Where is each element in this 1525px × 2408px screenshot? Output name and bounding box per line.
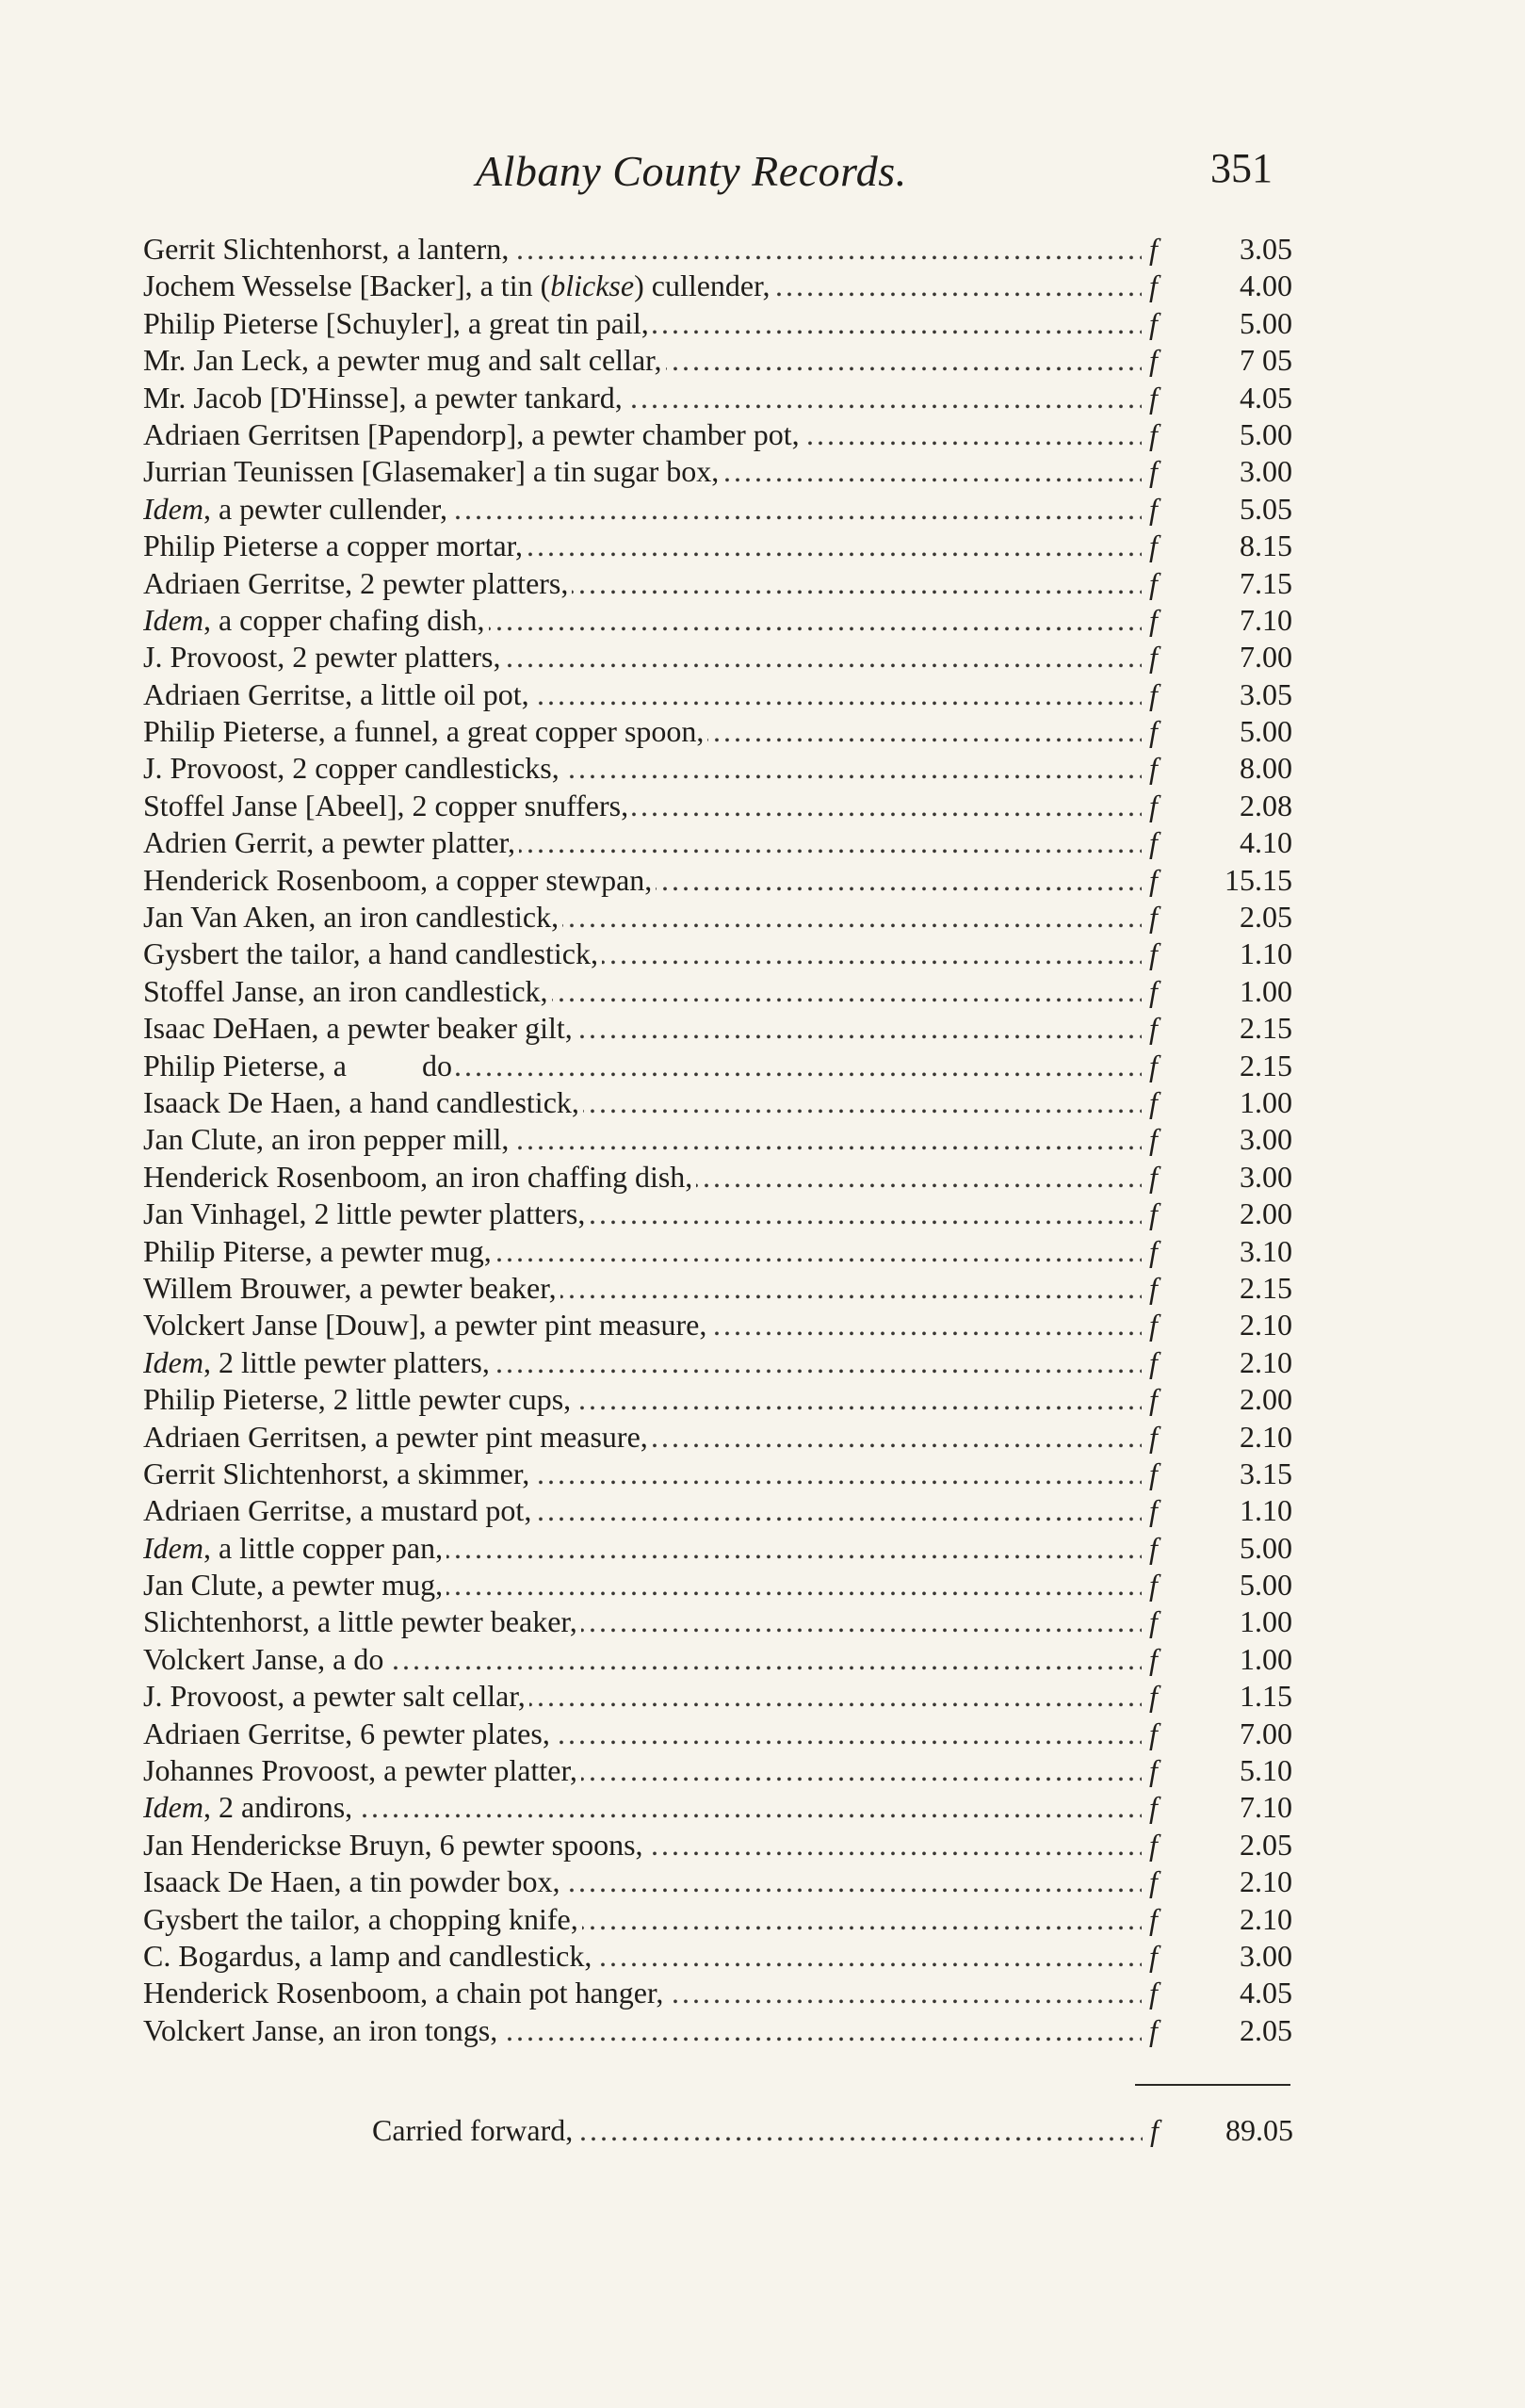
- ledger-entry: [143, 1270, 1292, 1307]
- entry-description: Willem Brouwer, a pewter beaker,: [143, 1271, 560, 1305]
- entry-currency: f: [1149, 380, 1158, 415]
- entry-description-cell: [143, 713, 1142, 750]
- ledger-entry: [143, 639, 1292, 675]
- entry-amount: 7.15: [1240, 565, 1292, 600]
- ledger-entry: [143, 1752, 1292, 1789]
- entry-description-cell: [143, 1084, 1142, 1121]
- ledger-entry: [143, 862, 1292, 899]
- entry-currency: f: [1149, 1344, 1158, 1379]
- entry-description-cell: [143, 639, 1142, 675]
- entry-currency: f: [1149, 640, 1158, 675]
- entry-currency: f: [1149, 416, 1158, 451]
- entry-currency: f: [1149, 1084, 1158, 1119]
- entry-amount: 4.00: [1240, 268, 1292, 303]
- entry-amount: 2.05: [1240, 900, 1292, 935]
- entry-currency: f: [1149, 1270, 1158, 1305]
- entry-description: Jurrian Teunissen [Glasemaker] a tin sugar box,: [143, 454, 722, 488]
- entry-description: Stoffel Janse [Abeel], 2 copper snuffers,: [143, 789, 632, 822]
- entry-amount: 3.10: [1240, 1233, 1292, 1268]
- ledger-entry: [143, 491, 1292, 528]
- entry-currency: f: [1149, 1011, 1158, 1046]
- entry-description: Adriaen Gerritsen [Papendorp], a pewter chamber pot,: [143, 417, 803, 451]
- entry-description-cell: [143, 1456, 1142, 1492]
- entry-amount: 2.10: [1240, 1864, 1292, 1899]
- entry-description: Henderick Rosenboom, an iron chaffing dish,: [143, 1160, 696, 1194]
- entry-description-cell: [143, 899, 1142, 936]
- entry-amount: 1.10: [1240, 936, 1292, 971]
- entry-description: Gerrit Slichtenhorst, a lantern,: [143, 232, 512, 266]
- entry-amount: 3.15: [1240, 1456, 1292, 1490]
- entry-description-cell: [143, 380, 1142, 416]
- entry-description: Henderick Rosenboom, a chain pot hanger,: [143, 1976, 667, 2009]
- entry-currency: f: [1149, 1716, 1158, 1750]
- ledger-entry: [143, 1827, 1292, 1863]
- entry-amount: 2.10: [1240, 1308, 1292, 1342]
- total-label: Carried forward,: [372, 2113, 576, 2147]
- entry-currency: f: [1149, 602, 1158, 637]
- entry-currency: f: [1149, 529, 1158, 563]
- ledger-entry: [143, 973, 1292, 1010]
- sum-rule: [1135, 2084, 1290, 2086]
- entry-description-cell: [143, 1344, 1142, 1381]
- entry-currency: f: [1149, 1382, 1158, 1417]
- entry-currency: f: [1149, 343, 1158, 378]
- ledger-entry: [143, 342, 1292, 379]
- entry-description: Adriaen Gerritse, a little oil pot,: [143, 677, 533, 711]
- entry-description-cell: [143, 1121, 1142, 1158]
- ledger-entry: [143, 1381, 1292, 1418]
- entry-currency: f: [1149, 1493, 1158, 1528]
- ledger-entry: [143, 1567, 1292, 1603]
- entry-amount: 2.15: [1240, 1048, 1292, 1082]
- entry-currency: f: [1149, 788, 1158, 822]
- entry-currency: f: [1149, 1233, 1158, 1268]
- entry-currency: f: [1149, 1679, 1158, 1714]
- entry-description-cell: [143, 1159, 1142, 1196]
- entry-currency: f: [1149, 2012, 1158, 2047]
- entry-description: Philip Piterse, a pewter mug,: [143, 1234, 495, 1268]
- entry-amount: 2.10: [1240, 1344, 1292, 1379]
- entry-amount: 7.10: [1240, 602, 1292, 637]
- entry-description-cell: [143, 1307, 1142, 1343]
- entry-currency: f: [1149, 1976, 1158, 2010]
- entry-description: Adriaen Gerritse, a mustard pot,: [143, 1493, 535, 1527]
- entry-description-cell: [143, 305, 1142, 342]
- entry-description-cell: [143, 1603, 1142, 1640]
- entry-description: Jan Vinhagel, 2 little pewter platters,: [143, 1196, 589, 1230]
- ledger-entry: [143, 380, 1292, 416]
- entry-currency: f: [1149, 305, 1158, 340]
- entry-amount: 3.00: [1240, 1122, 1292, 1157]
- entry-currency: f: [1149, 714, 1158, 749]
- entry-amount: 1.00: [1240, 1084, 1292, 1119]
- entry-currency: f: [1149, 1864, 1158, 1899]
- entry-description: Jan Henderickse Bruyn, 6 pewter spoons,: [143, 1828, 647, 1862]
- ledger-entry: [143, 899, 1292, 936]
- ledger-entry: [143, 416, 1292, 453]
- ledger-entry: [143, 528, 1292, 564]
- entry-amount: 4.05: [1240, 380, 1292, 415]
- ledger-entry: [143, 1678, 1292, 1715]
- entry-description-cell: [143, 1196, 1142, 1232]
- ledger-entry: [143, 1121, 1292, 1158]
- ledger-entry: [143, 750, 1292, 787]
- entry-description-cell: [143, 1381, 1142, 1418]
- entry-currency: f: [1149, 491, 1158, 526]
- entry-amount: 1.00: [1240, 973, 1292, 1008]
- ledger-entry: [143, 1492, 1292, 1529]
- entry-description: Philip Pieterse a copper mortar,: [143, 529, 527, 562]
- entry-description-cell: [143, 1716, 1142, 1752]
- ledger-entry: [143, 1975, 1292, 2011]
- entry-currency: f: [1149, 1790, 1158, 1825]
- entry-currency: f: [1149, 825, 1158, 860]
- entry-description: Henderick Rosenboom, a copper stewpan,: [143, 863, 656, 897]
- entry-amount: 1.10: [1240, 1493, 1292, 1528]
- entry-description: Gysbert the tailor, a hand candlestick,: [143, 936, 602, 970]
- ledger-entry: [143, 1048, 1292, 1084]
- entry-description-cell: [143, 453, 1142, 490]
- ledger-entry: [143, 1419, 1292, 1456]
- ledger-entry: [143, 1084, 1292, 1121]
- entry-description-cell: [143, 1938, 1142, 1975]
- entry-description: Isaack De Haen, a tin powder box,: [143, 1864, 564, 1898]
- ledger-entry: [143, 1603, 1292, 1640]
- ledger-entry: [143, 1159, 1292, 1196]
- entry-currency: f: [1149, 1641, 1158, 1676]
- ledger-entry: [143, 1863, 1292, 1900]
- entry-currency: f: [1149, 1419, 1158, 1454]
- page-header: [0, 137, 1525, 203]
- entry-description: Gerrit Slichtenhorst, a skimmer,: [143, 1456, 533, 1490]
- entry-currency: f: [1149, 1048, 1158, 1082]
- entry-amount: 1.15: [1240, 1679, 1292, 1714]
- entry-amount: 2.15: [1240, 1011, 1292, 1046]
- entry-description: Idem, a pewter cullender,: [143, 492, 451, 526]
- entry-amount: 5.00: [1240, 714, 1292, 749]
- entry-amount: 7.10: [1240, 1790, 1292, 1825]
- entry-currency: f: [1149, 1122, 1158, 1157]
- entry-description: Jan Clute, a pewter mug,: [143, 1568, 446, 1602]
- entry-description-cell: [143, 1901, 1142, 1938]
- entry-description: Adriaen Gerritse, 2 pewter platters,: [143, 566, 572, 600]
- ledger-entries: [143, 231, 1292, 2049]
- ledger-entry: [143, 1344, 1292, 1381]
- ledger-entry: [143, 1938, 1292, 1975]
- entry-description-cell: [143, 1789, 1142, 1826]
- entry-description-cell: [143, 1752, 1142, 1789]
- ledger-entry: [143, 1789, 1292, 1826]
- entry-amount: 2.00: [1240, 1382, 1292, 1417]
- entry-currency: f: [1149, 900, 1158, 935]
- ledger-entry: [143, 305, 1292, 342]
- ledger-entry: [143, 1716, 1292, 1752]
- entry-description: J. Provoost, a pewter salt cellar,: [143, 1679, 529, 1713]
- entry-description-cell: [143, 491, 1142, 528]
- entry-description: Stoffel Janse, an iron candlestick,: [143, 974, 552, 1008]
- ledger-entry: [143, 936, 1292, 972]
- entry-description: Johannes Provoost, a pewter platter,: [143, 1753, 581, 1787]
- entry-currency: f: [1149, 1901, 1158, 1936]
- entry-description-cell: [143, 1975, 1142, 2011]
- entry-description: Mr. Jacob [D'Hinsse], a pewter tankard,: [143, 381, 626, 415]
- entry-description-cell: [143, 268, 1142, 304]
- entry-description: Philip Pieterse, a funnel, a great copper spoon,: [143, 714, 707, 748]
- ledger-entry: [143, 788, 1292, 824]
- entry-description-cell: [143, 602, 1142, 639]
- entry-currency: f: [1149, 1753, 1158, 1788]
- entry-description-cell: [143, 1270, 1142, 1307]
- entry-currency: f: [1149, 862, 1158, 897]
- entry-amount: 5.00: [1240, 1568, 1292, 1603]
- entry-description-cell: [143, 1641, 1142, 1678]
- ledger-entry: [143, 231, 1292, 268]
- entry-description: Idem, a little copper pan,: [143, 1531, 446, 1565]
- entry-currency: f: [1149, 936, 1158, 971]
- entry-currency: f: [1149, 232, 1158, 266]
- entry-description-cell: [143, 231, 1142, 268]
- entry-description: Idem, 2 little pewter platters,: [143, 1345, 494, 1379]
- entry-currency: f: [1149, 565, 1158, 600]
- ledger-entry: [143, 1196, 1292, 1232]
- entry-description: Isaack De Haen, a hand candlestick,: [143, 1085, 583, 1119]
- entry-amount: 8.00: [1240, 751, 1292, 786]
- entry-currency: f: [1149, 1456, 1158, 1490]
- entry-description: Volckert Janse, an iron tongs,: [143, 2013, 501, 2047]
- ledger-entry: [143, 602, 1292, 639]
- entry-description: Philip Pieterse [Schuyler], a great tin pail,: [143, 306, 653, 340]
- entry-description: Isaac DeHaen, a pewter beaker gilt,: [143, 1011, 576, 1045]
- entry-currency: f: [1149, 1308, 1158, 1342]
- entry-description-cell: [143, 862, 1142, 899]
- ledger-entry: [143, 1307, 1292, 1343]
- page-number: 351: [1210, 145, 1273, 191]
- entry-amount: 7 05: [1240, 343, 1292, 378]
- entry-amount: 3.00: [1240, 1938, 1292, 1973]
- entry-description-cell: [143, 936, 1142, 972]
- entry-amount: 5.00: [1240, 1530, 1292, 1565]
- total-label-cell: [372, 2110, 1143, 2150]
- entry-description-cell: [143, 2012, 1142, 2049]
- entry-description-cell: [143, 824, 1142, 861]
- ledger-entry: [143, 2012, 1292, 2049]
- entry-amount: 2.08: [1240, 788, 1292, 822]
- ledger-entry: [143, 1641, 1292, 1678]
- entry-description: J. Provoost, 2 pewter platters,: [143, 640, 505, 674]
- ledger-entry: [143, 1010, 1292, 1047]
- entry-description-cell: [143, 1567, 1142, 1603]
- ledger-entry: [143, 1456, 1292, 1492]
- entry-description-cell: [143, 565, 1142, 602]
- entry-description: C. Bogardus, a lamp and candlestick,: [143, 1939, 595, 1973]
- entry-amount: 7.00: [1240, 640, 1292, 675]
- entry-amount: 3.00: [1240, 454, 1292, 489]
- ledger-entry: [143, 713, 1292, 750]
- entry-currency: f: [1149, 676, 1158, 711]
- entry-description-cell: [143, 342, 1142, 379]
- entry-currency: f: [1149, 1938, 1158, 1973]
- entry-description-cell: [143, 1863, 1142, 1900]
- entry-description-cell: [143, 750, 1142, 787]
- entry-description: Adrien Gerrit, a pewter platter,: [143, 825, 519, 859]
- entry-amount: 8.15: [1240, 529, 1292, 563]
- entry-description: Adriaen Gerritse, 6 pewter plates,: [143, 1717, 554, 1750]
- entry-description: Idem, a copper chafing dish,: [143, 603, 489, 637]
- entry-description: Philip Pieterse, 2 little pewter cups,: [143, 1382, 575, 1416]
- entry-description-cell: [143, 528, 1142, 564]
- entry-description: Jan Van Aken, an iron candlestick,: [143, 900, 562, 934]
- entry-description-cell: [143, 788, 1142, 824]
- ledger-entry: [143, 676, 1292, 713]
- entry-description-cell: [143, 676, 1142, 713]
- entry-currency: f: [1149, 973, 1158, 1008]
- entry-description: Volckert Janse [Douw], a pewter pint measure,: [143, 1308, 710, 1342]
- entry-currency: f: [1149, 454, 1158, 489]
- entry-currency: f: [1149, 1568, 1158, 1603]
- entry-amount: 2.05: [1240, 2012, 1292, 2047]
- entry-currency: f: [1149, 1604, 1158, 1639]
- entry-currency: f: [1149, 1827, 1158, 1862]
- entry-description: Gysbert the tailor, a chopping knife,: [143, 1902, 582, 1936]
- ledger-entry: [143, 565, 1292, 602]
- entry-description-cell: [143, 1419, 1142, 1456]
- entry-amount: 2.05: [1240, 1827, 1292, 1862]
- ledger-entry: [143, 268, 1292, 304]
- entry-amount: 4.05: [1240, 1976, 1292, 2010]
- entry-description: Mr. Jan Leck, a pewter mug and salt cellar,: [143, 343, 666, 377]
- carried-forward-line: [372, 2110, 1292, 2150]
- entry-description: Slichtenhorst, a little pewter beaker,: [143, 1604, 581, 1638]
- entry-currency: f: [1149, 1530, 1158, 1565]
- running-title: Albany County Records.: [476, 147, 907, 195]
- ledger-entry: [143, 1530, 1292, 1567]
- entry-description-cell: [143, 1233, 1142, 1270]
- entry-amount: 1.00: [1240, 1641, 1292, 1676]
- entry-amount: 5.10: [1240, 1753, 1292, 1788]
- entry-description-cell: [143, 1010, 1142, 1047]
- entry-description-cell: [143, 1827, 1142, 1863]
- entry-amount: 1.00: [1240, 1604, 1292, 1639]
- entry-description: Volckert Janse, a do: [143, 1642, 387, 1676]
- entry-amount: 5.00: [1240, 416, 1292, 451]
- entry-description-cell: [143, 1048, 1142, 1084]
- total-currency: f: [1150, 2113, 1159, 2147]
- ledger-entry: [143, 1901, 1292, 1938]
- entry-amount: 2.00: [1240, 1196, 1292, 1231]
- entry-amount: 3.05: [1240, 676, 1292, 711]
- ledger-entry: [143, 1233, 1292, 1270]
- entry-amount: 3.05: [1240, 232, 1292, 266]
- entry-description-cell: [143, 973, 1142, 1010]
- entry-amount: 15.15: [1225, 862, 1292, 897]
- entry-currency: f: [1149, 1196, 1158, 1231]
- entry-amount: 2.10: [1240, 1901, 1292, 1936]
- entry-currency: f: [1149, 268, 1158, 303]
- entry-amount: 3.00: [1240, 1159, 1292, 1194]
- entry-amount: 7.00: [1240, 1716, 1292, 1750]
- entry-amount: 2.10: [1240, 1419, 1292, 1454]
- entry-description: Idem, 2 andirons,: [143, 1790, 356, 1824]
- ledger-entry: [143, 453, 1292, 490]
- entry-description: Jochem Wesselse [Backer], a tin (blickse) cullender,: [143, 268, 774, 302]
- entry-amount: 4.10: [1240, 825, 1292, 860]
- entry-amount: 5.00: [1240, 305, 1292, 340]
- entry-description-cell: [143, 1678, 1142, 1715]
- entry-description-cell: [143, 1530, 1142, 1567]
- total-amount: 89.05: [1225, 2113, 1293, 2147]
- entry-description: Philip Pieterse, a do: [143, 1049, 456, 1082]
- entry-amount: 2.15: [1240, 1270, 1292, 1305]
- entry-currency: f: [1149, 751, 1158, 786]
- entry-description-cell: [143, 416, 1142, 453]
- entry-description-cell: [143, 1492, 1142, 1529]
- entry-currency: f: [1149, 1159, 1158, 1194]
- entry-amount: 5.05: [1240, 491, 1292, 526]
- ledger-entry: [143, 824, 1292, 861]
- entry-description: Jan Clute, an iron pepper mill,: [143, 1122, 512, 1156]
- entry-description: Adriaen Gerritsen, a pewter pint measure,: [143, 1420, 652, 1454]
- entry-description: J. Provoost, 2 copper candlesticks,: [143, 751, 563, 785]
